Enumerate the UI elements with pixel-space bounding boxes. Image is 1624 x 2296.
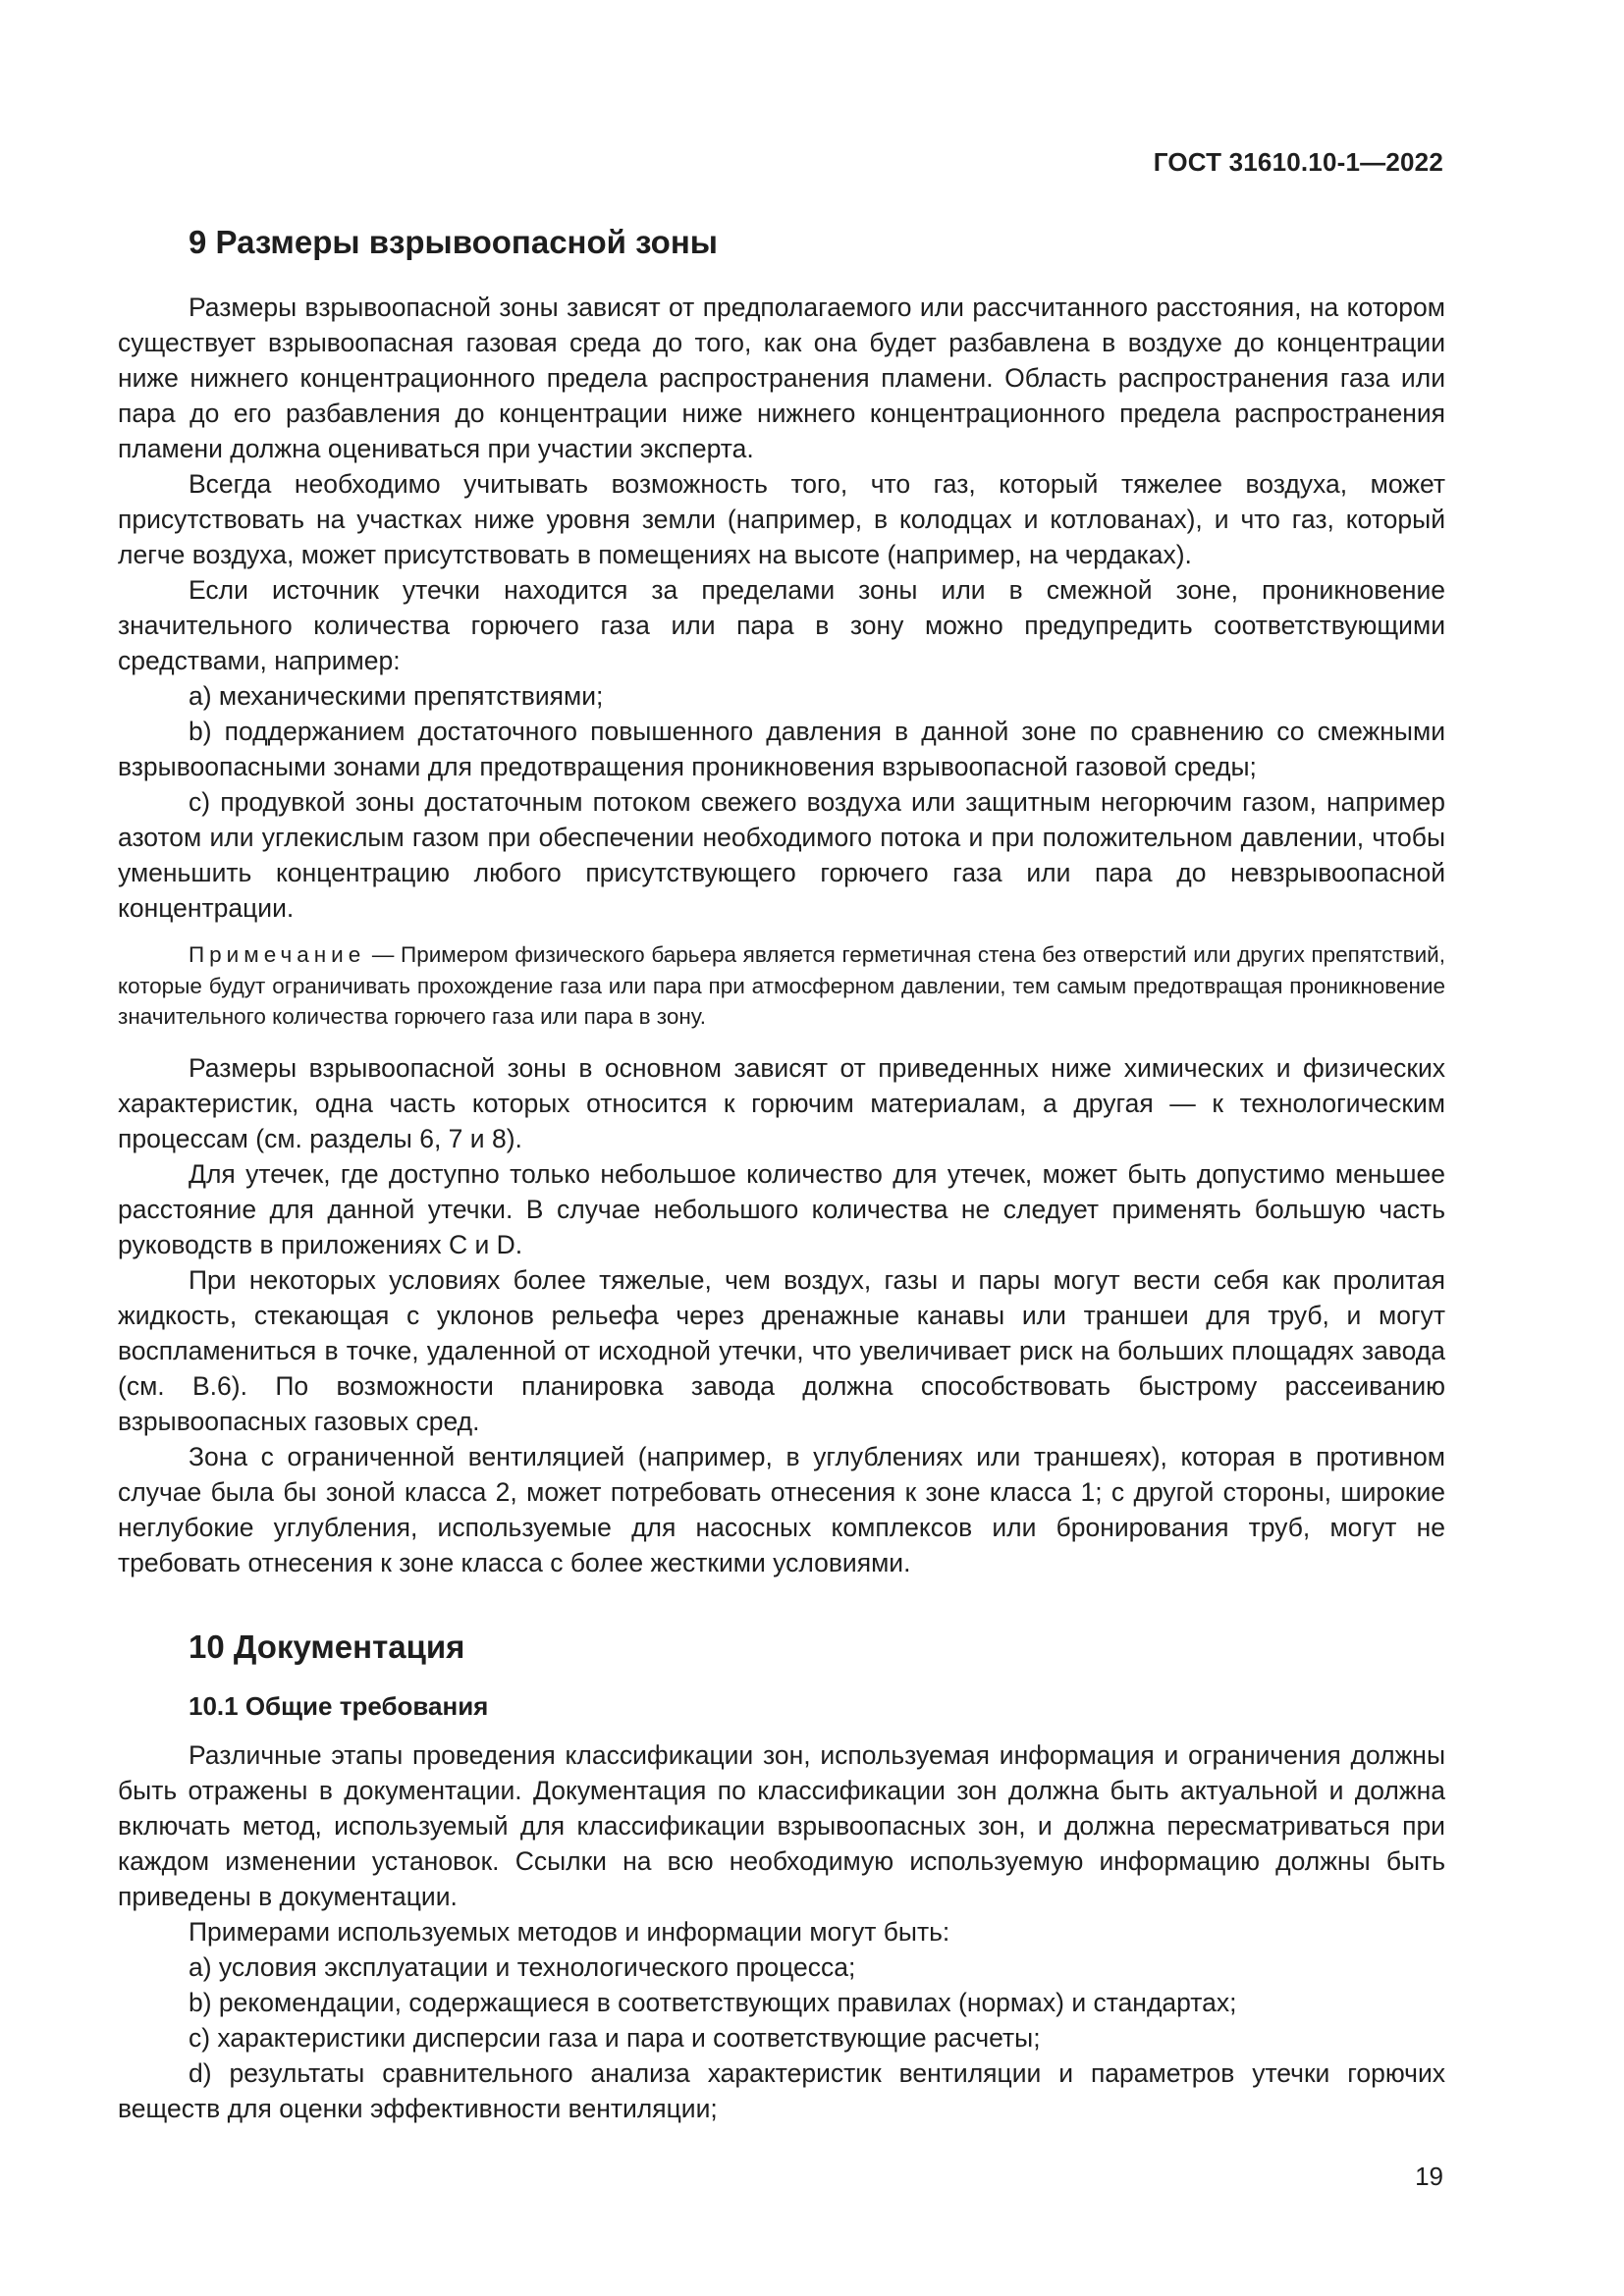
paragraph: Размеры взрывоопасной зоны зависят от предполагаемого или рассчитанного расстояния, на котором существует взрывоопасная газовая среда до того, как она будет разбавлена в воздухе до концентрации ниже нижнего концентрационного предела распространения пламени. Область распространения газа или пара до его разбавления до концентрации ниже нижнего концентрационного предела распространения пламени должна оцениваться при участии эксперта. [118,293,1445,463]
paragraph: Если источник утечки находится за пределами зоны или в смежной зоне, проникновение значительного количества горючего газа или пара в зону можно предупредить соответствующими средствами, например: [118,575,1445,675]
page-number: 19 [1415,2162,1443,2191]
section-10-heading: 10 Документация [189,1628,465,1665]
list-item: a) механическими препятствиями; [189,681,604,711]
standard-number: ГОСТ 31610.10-1—2022 [1153,147,1443,177]
list-item: c) характеристики дисперсии газа и пара и соответствующие расчеты; [189,2022,1041,2053]
list-item: d) результаты сравнительного анализа характеристик вентиляции и параметров утечки горючих веществ для оценки эффективности вентиляции; [118,2057,1445,2123]
subsection-heading: 10.1 Общие требования [189,1690,489,1721]
note [118,939,1445,1033]
paragraph: Для утечек, где доступно только небольшое количество для утечек, может быть допустимо меньшее расстояние для данной утечки. В случае небольшого количества не следует применять большую часть руководств в приложениях C и D. [118,1158,1445,1259]
paragraph: Различные этапы проведения классификации зон, используемая информация и ограничения должны быть отражены в документации. Документация по классификации зон должна быть актуальной и должна включать метод, используемый для классификации взрывоопасных зон, и должна пересматриваться при каждом изменении установок. Ссылки на всю необходимую используемую информацию должны быть приведены в документации. [118,1739,1445,1911]
list-item: a) условия эксплуатации и технологического процесса; [189,1951,856,1982]
list-item: b) рекомендации, содержащиеся в соответствующих правилах (нормах) и стандартах; [189,1987,1237,2017]
note-text: — Примером физического барьера является герметичная стена без отверстий или других препятствий, которые будут ограничивать прохождение газа или пара при атмосферном давлении, тем самым предотвращая проникновение значительного количества горючего газа или пара в зону. [118,942,1445,1029]
paragraph: Зона с ограниченной вентиляцией (например, в углублениях или траншеях), которая в противном случае была бы зоной класса 2, может потребовать отнесения к зоне класса 1; с другой стороны, широкие неглубокие углубления, используемые для насосных комплексов или бронирования труб, могут не требовать отнесения к зоне класса с более жесткими условиями. [118,1441,1445,1577]
note-label: Примечание [189,942,366,967]
section-9-heading: 9 Размеры взрывоопасной зоны [189,224,718,260]
paragraph: При некоторых условиях более тяжелые, чем воздух, газы и пары могут вести себя как пролитая жидкость, стекающая с уклонов рельефа через дренажные канавы или траншеи для труб, и могут воспламениться в точке, удаленной от исходной утечки, что увеличивает риск на больших площадях завода (см. B.6). По возможности планировка завода должна способствовать быстрому рассеиванию взрывоопасных газовых сред. [118,1264,1445,1436]
paragraph: Размеры взрывоопасной зоны в основном зависят от приведенных ниже химических и физических характеристик, одна часть которых относится к горючим материалам, а другая — к технологическим процессам (см. разделы 6, 7 и 8). [118,1052,1445,1153]
list-item: b) поддержанием достаточного повышенного давления в данной зоне по сравнению со смежными взрывоопасными зонами для предотвращения проникновения взрывоопасной газовой среды; [118,717,1445,781]
page-content [118,221,1445,2126]
paragraph: Примерами используемых методов и информации могут быть: [189,1916,950,1947]
list-item: c) продувкой зоны достаточным потоком свежего воздуха или защитным негорючим газом, например азотом или углекислым газом при обеспечении необходимого потока и при положительном давлении, чтобы уменьшить концентрацию любого присутствующего горючего газа или пара до невзрывоопасной концентрации. [118,787,1445,923]
paragraph: Всегда необходимо учитывать возможность того, что газ, который тяжелее воздуха, может присутствовать на участках ниже уровня земли (например, в колодцах и котлованах), и что газ, который легче воздуха, может присутствовать в помещениях на высоте (например, на чердаках). [118,469,1445,569]
